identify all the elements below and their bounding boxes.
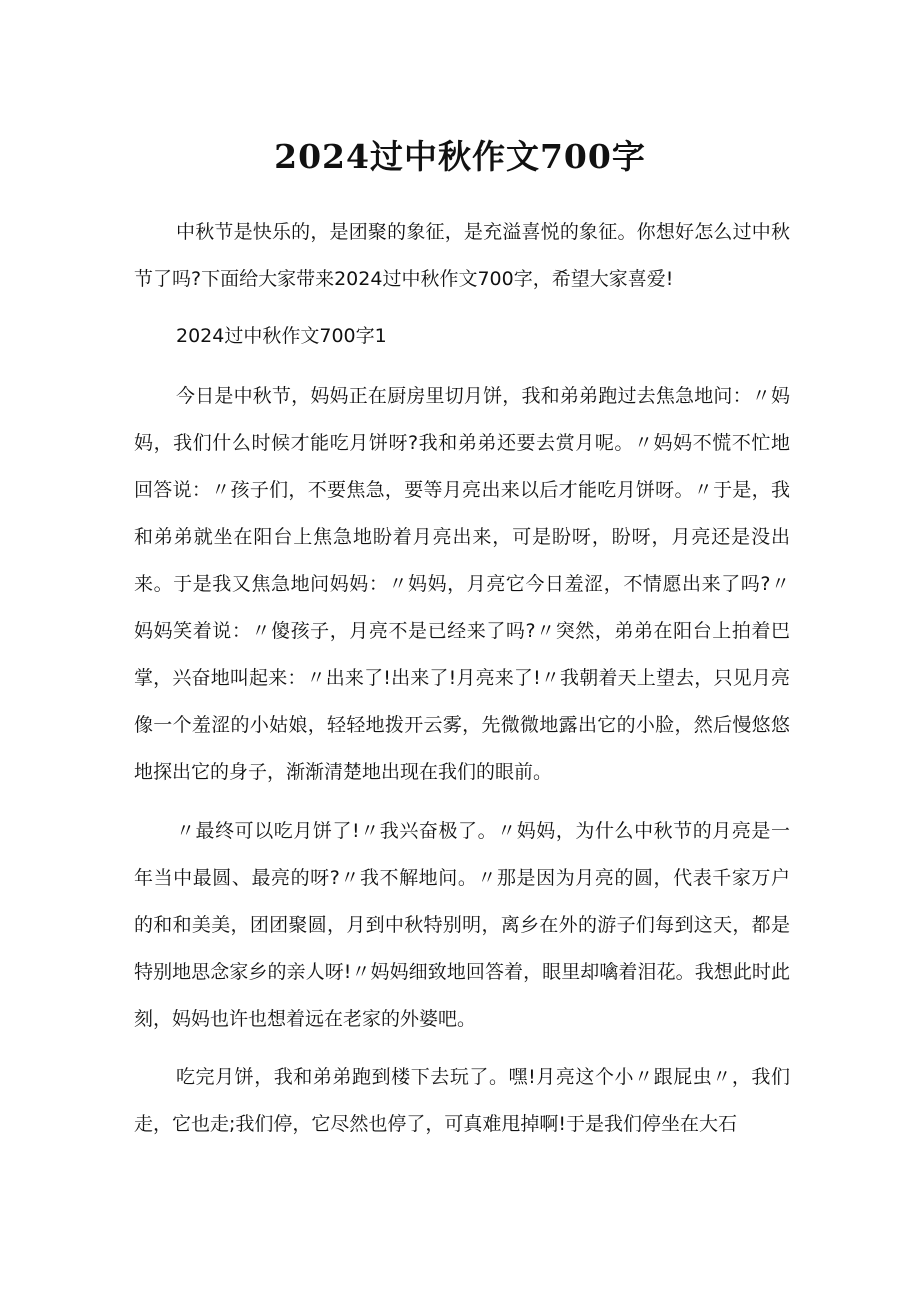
document-title: 2024过中秋作文700字 (274, 137, 646, 176)
essay-paragraph-2: 〃最终可以吃月饼了!〃我兴奋极了。〃妈妈，为什么中秋节的月亮是一年当中最圆、最亮的呀?〃我不解地问。〃那是因为月亮的圆，代表千家万户的和和美美，团团聚圆，月到中秋特别明，离乡在外的游子们每到这天，都是特别地思念家乡的亲人呀!〃妈妈细致地回答着，眼里却噙着泪花。我想此时此刻，妈妈也许也想着远在老家的外婆吧。 (134, 820, 790, 1030)
intro-paragraph: 中秋节是快乐的，是团聚的象征，是充溢喜悦的象征。你想好怎么过中秋节了吗?下面给大家带来2024过中秋作文700字，希望大家喜爱! (134, 221, 790, 290)
essay-paragraph-1: 今日是中秋节，妈妈正在厨房里切月饼，我和弟弟跑过去焦急地问：〃妈妈，我们什么时候才能吃月饼呀?我和弟弟还要去赏月呢。〃妈妈不慌不忙地回答说：〃孩子们，不要焦急，要等月亮出来以后才能吃月饼呀。〃于是，我和弟弟就坐在阳台上焦急地盼着月亮出来，可是盼呀，盼呀，月亮还是没出来。于是我又焦急地问妈妈：〃妈妈，月亮它今日羞涩，不情愿出来了吗?〃妈妈笑着说：〃傻孩子，月亮不是已经来了吗?〃突然，弟弟在阳台上拍着巴掌，兴奋地叫起来：〃出来了!出来了!月亮来了!〃我朝着天上望去，只见月亮像一个羞涩的小姑娘，轻轻地拨开云雾，先微微地露出它的小脸，然后慢悠悠地探出它的身子，渐渐清楚地出现在我们的眼前。 (134, 385, 790, 783)
section-title: 2024过中秋作文700字1 (176, 325, 387, 347)
essay-paragraph-3: 吃完月饼，我和弟弟跑到楼下去玩了。嘿!月亮这个小〃跟屁虫〃，我们走，它也走;我们停，它尽然也停了，可真难甩掉啊!于是我们停坐在大石 (134, 1066, 790, 1135)
